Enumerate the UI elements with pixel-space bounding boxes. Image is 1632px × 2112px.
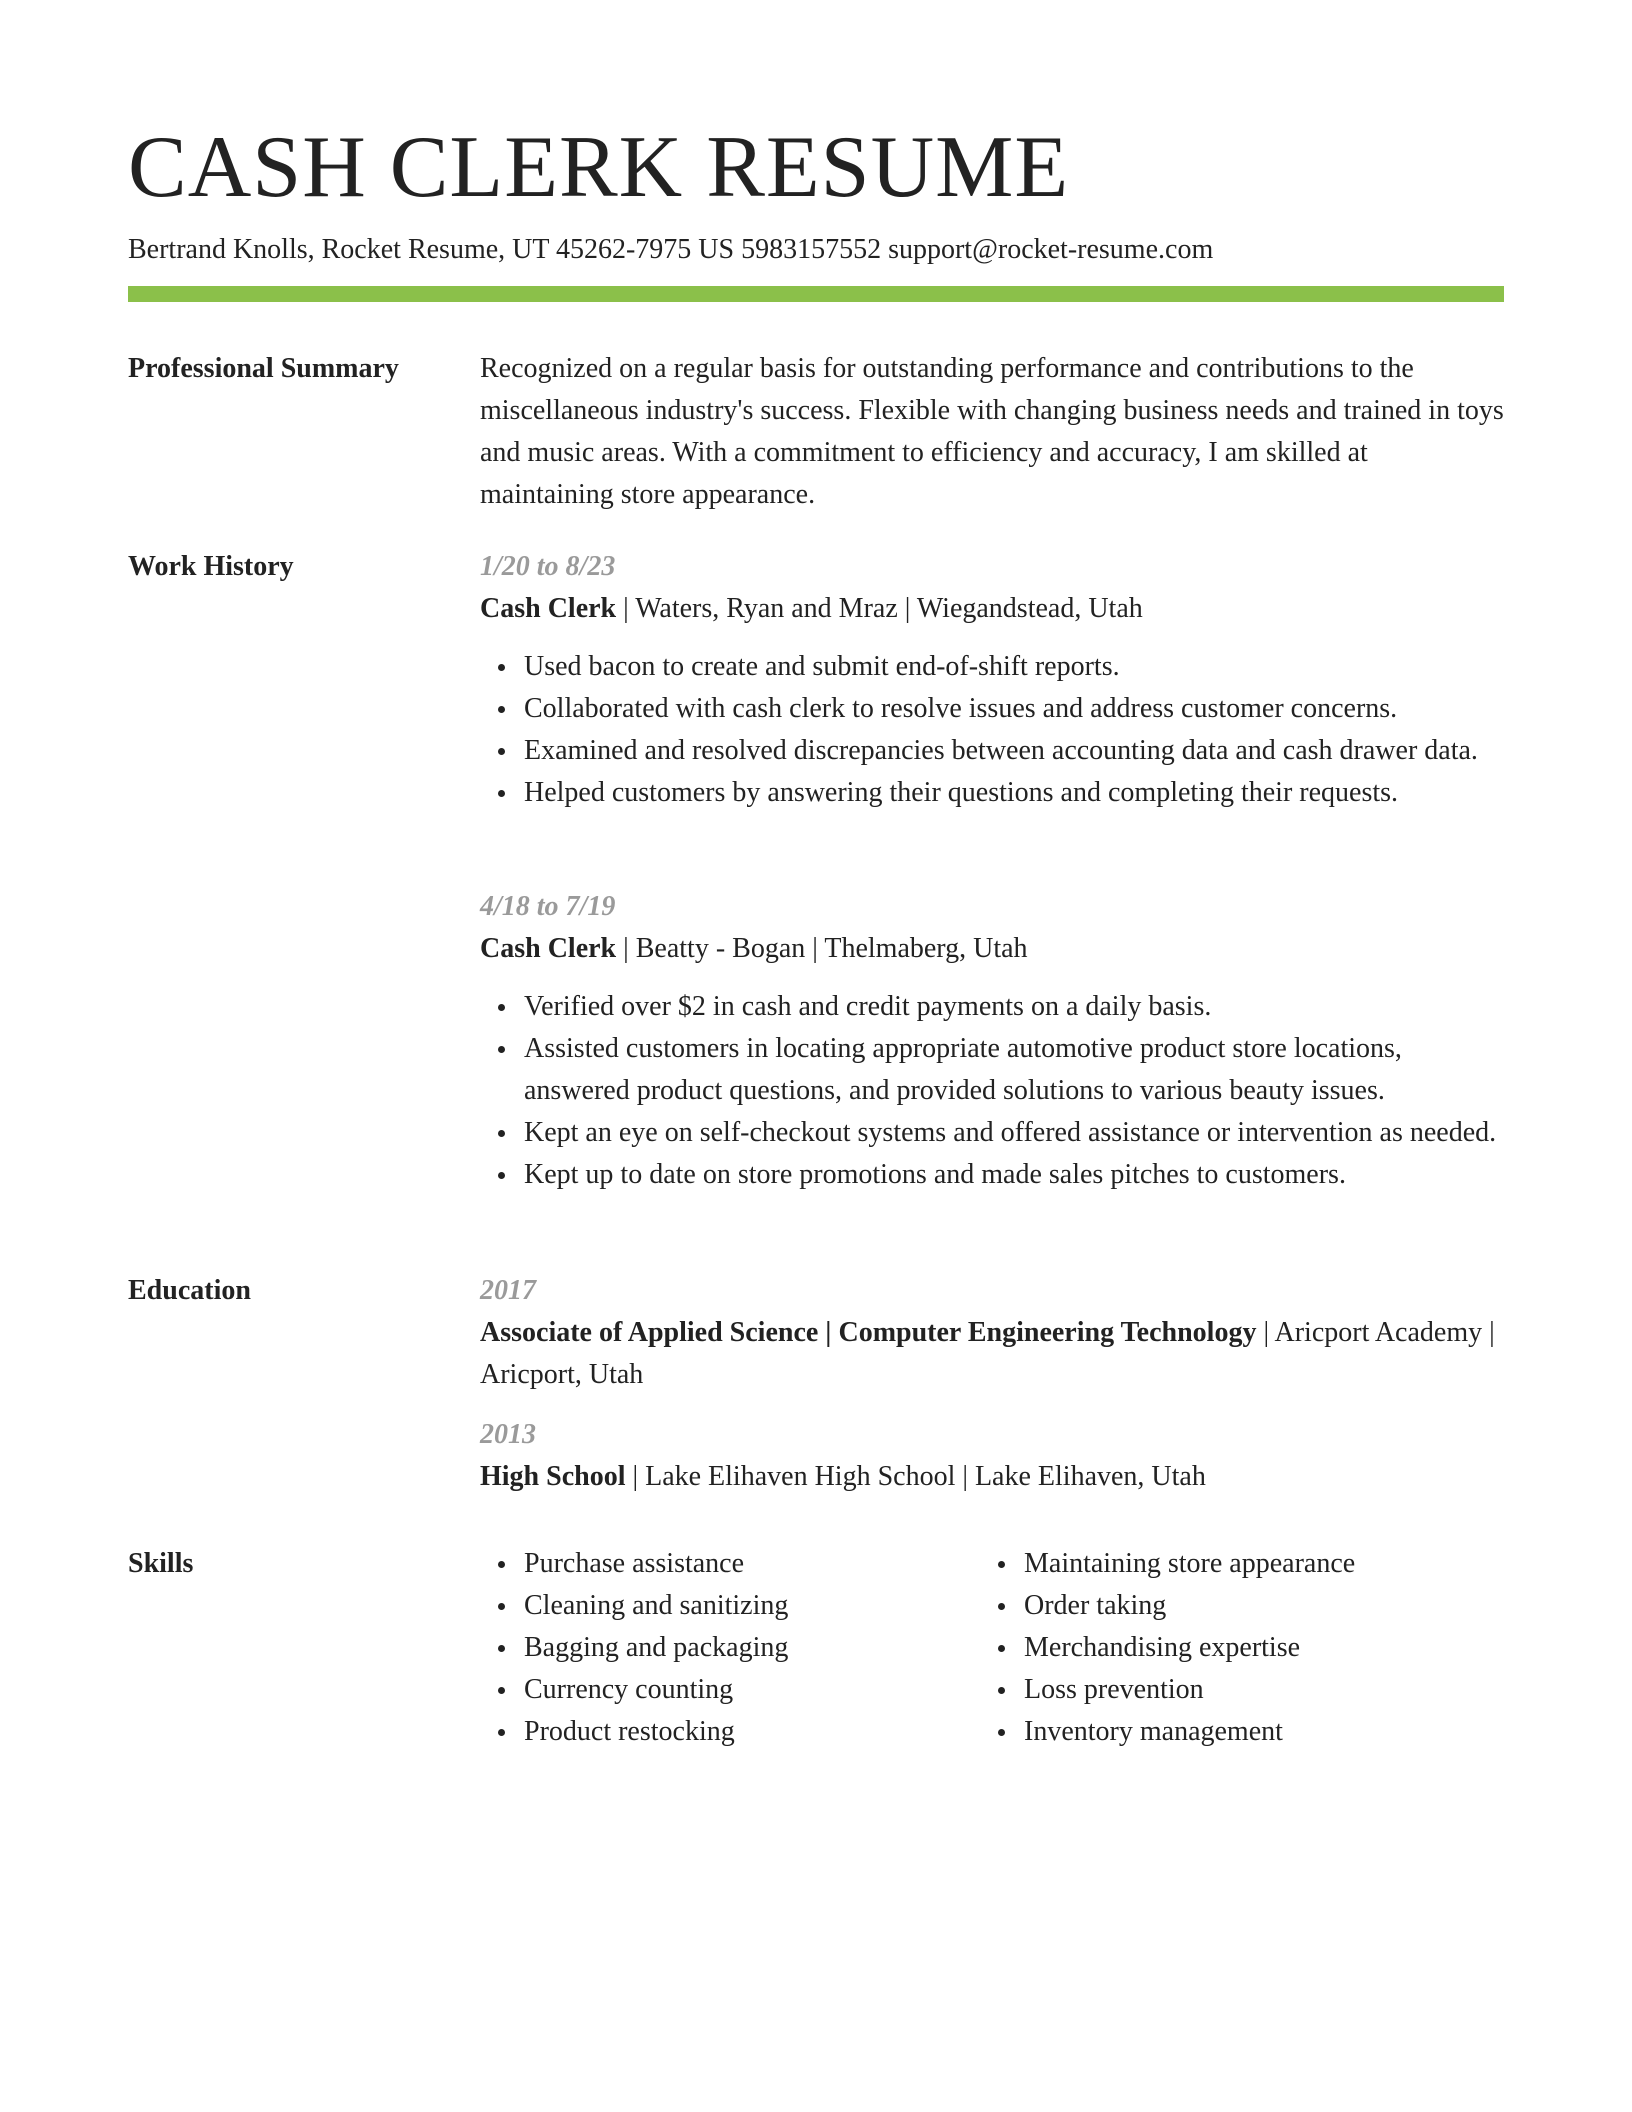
skill-item: Currency counting [524, 1669, 980, 1711]
education-school: | Aricport Academy | Aricport, Utah [480, 1317, 1495, 1390]
job-entry [480, 546, 1504, 814]
accent-divider [128, 286, 1504, 302]
job-role-line [480, 928, 1504, 970]
skill-item: Merchandising expertise [1024, 1627, 1504, 1669]
skill-item: Inventory management [1024, 1711, 1504, 1753]
education-school: | Lake Elihaven High School | Lake Elihaven, Utah [625, 1461, 1206, 1492]
job-employer: | Beatty - Bogan | Thelmaberg, Utah [616, 933, 1028, 964]
contact-line: Bertrand Knolls, Rocket Resume, UT 45262-7975 US 5983157552 support@rocket-resume.com [128, 234, 1214, 265]
education-entry [480, 1270, 1504, 1396]
job-duty: Examined and resolved discrepancies between accounting data and cash drawer data. [524, 730, 1504, 772]
skill-item: Cleaning and sanitizing [524, 1585, 980, 1627]
education-degree: High School [480, 1461, 626, 1492]
job-duty: Verified over $2 in cash and credit payments on a daily basis. [524, 986, 1504, 1028]
job-duty: Collaborated with cash clerk to resolve issues and address customer concerns. [524, 688, 1504, 730]
summary-heading: Professional Summary [128, 353, 399, 384]
education-entry [480, 1414, 1504, 1498]
skill-item: Order taking [1024, 1585, 1504, 1627]
skill-item: Purchase assistance [524, 1543, 980, 1585]
job-duty: Kept an eye on self-checkout systems and offered assistance or intervention as needed. [524, 1112, 1504, 1154]
skill-item: Bagging and packaging [524, 1627, 980, 1669]
job-duty: Helped customers by answering their questions and completing their requests. [524, 772, 1504, 814]
job-duties-list [480, 646, 1504, 814]
job-role: Cash Clerk [480, 593, 617, 624]
skill-item: Product restocking [524, 1711, 980, 1753]
job-duties-list [480, 986, 1504, 1196]
skills-heading: Skills [128, 1548, 194, 1579]
summary-text: Recognized on a regular basis for outstanding performance and contributions to the miscellaneous industry's success. Flexible with changing business needs and trained in toys and music areas. With a commitment to efficiency and accuracy, I am skilled at maintaining store appearance. [480, 353, 1504, 510]
summary-content [480, 348, 1504, 516]
job-duty: Kept up to date on store promotions and made sales pitches to customers. [524, 1154, 1504, 1196]
job-dates: 4/18 to 7/19 [480, 891, 616, 922]
job-duty: Assisted customers in locating appropriate automotive product store locations, answered product questions, and provided solutions to various beauty issues. [524, 1028, 1504, 1112]
skills-list [980, 1543, 1504, 1753]
education-degree: Associate of Applied Science | Computer Engineering Technology [480, 1317, 1257, 1348]
job-entry [480, 886, 1504, 1196]
job-dates: 1/20 to 8/23 [480, 551, 616, 582]
education-year: 2013 [480, 1419, 536, 1450]
education-year: 2017 [480, 1275, 536, 1306]
skills-column-left [480, 1543, 980, 1753]
education-degree-line [480, 1456, 1504, 1498]
education-degree-line [480, 1312, 1504, 1396]
job-role-line [480, 588, 1504, 630]
skills-list [480, 1543, 980, 1753]
resume-title: CASH CLERK RESUME [128, 119, 1070, 216]
job-duty: Used bacon to create and submit end-of-shift reports. [524, 646, 1504, 688]
skills-column-right [980, 1543, 1504, 1753]
skill-item: Loss prevention [1024, 1669, 1504, 1711]
work-history-heading: Work History [128, 551, 294, 582]
job-employer: | Waters, Ryan and Mraz | Wiegandstead, Utah [616, 593, 1143, 624]
education-heading: Education [128, 1275, 251, 1306]
skill-item: Maintaining store appearance [1024, 1543, 1504, 1585]
job-role: Cash Clerk [480, 933, 617, 964]
